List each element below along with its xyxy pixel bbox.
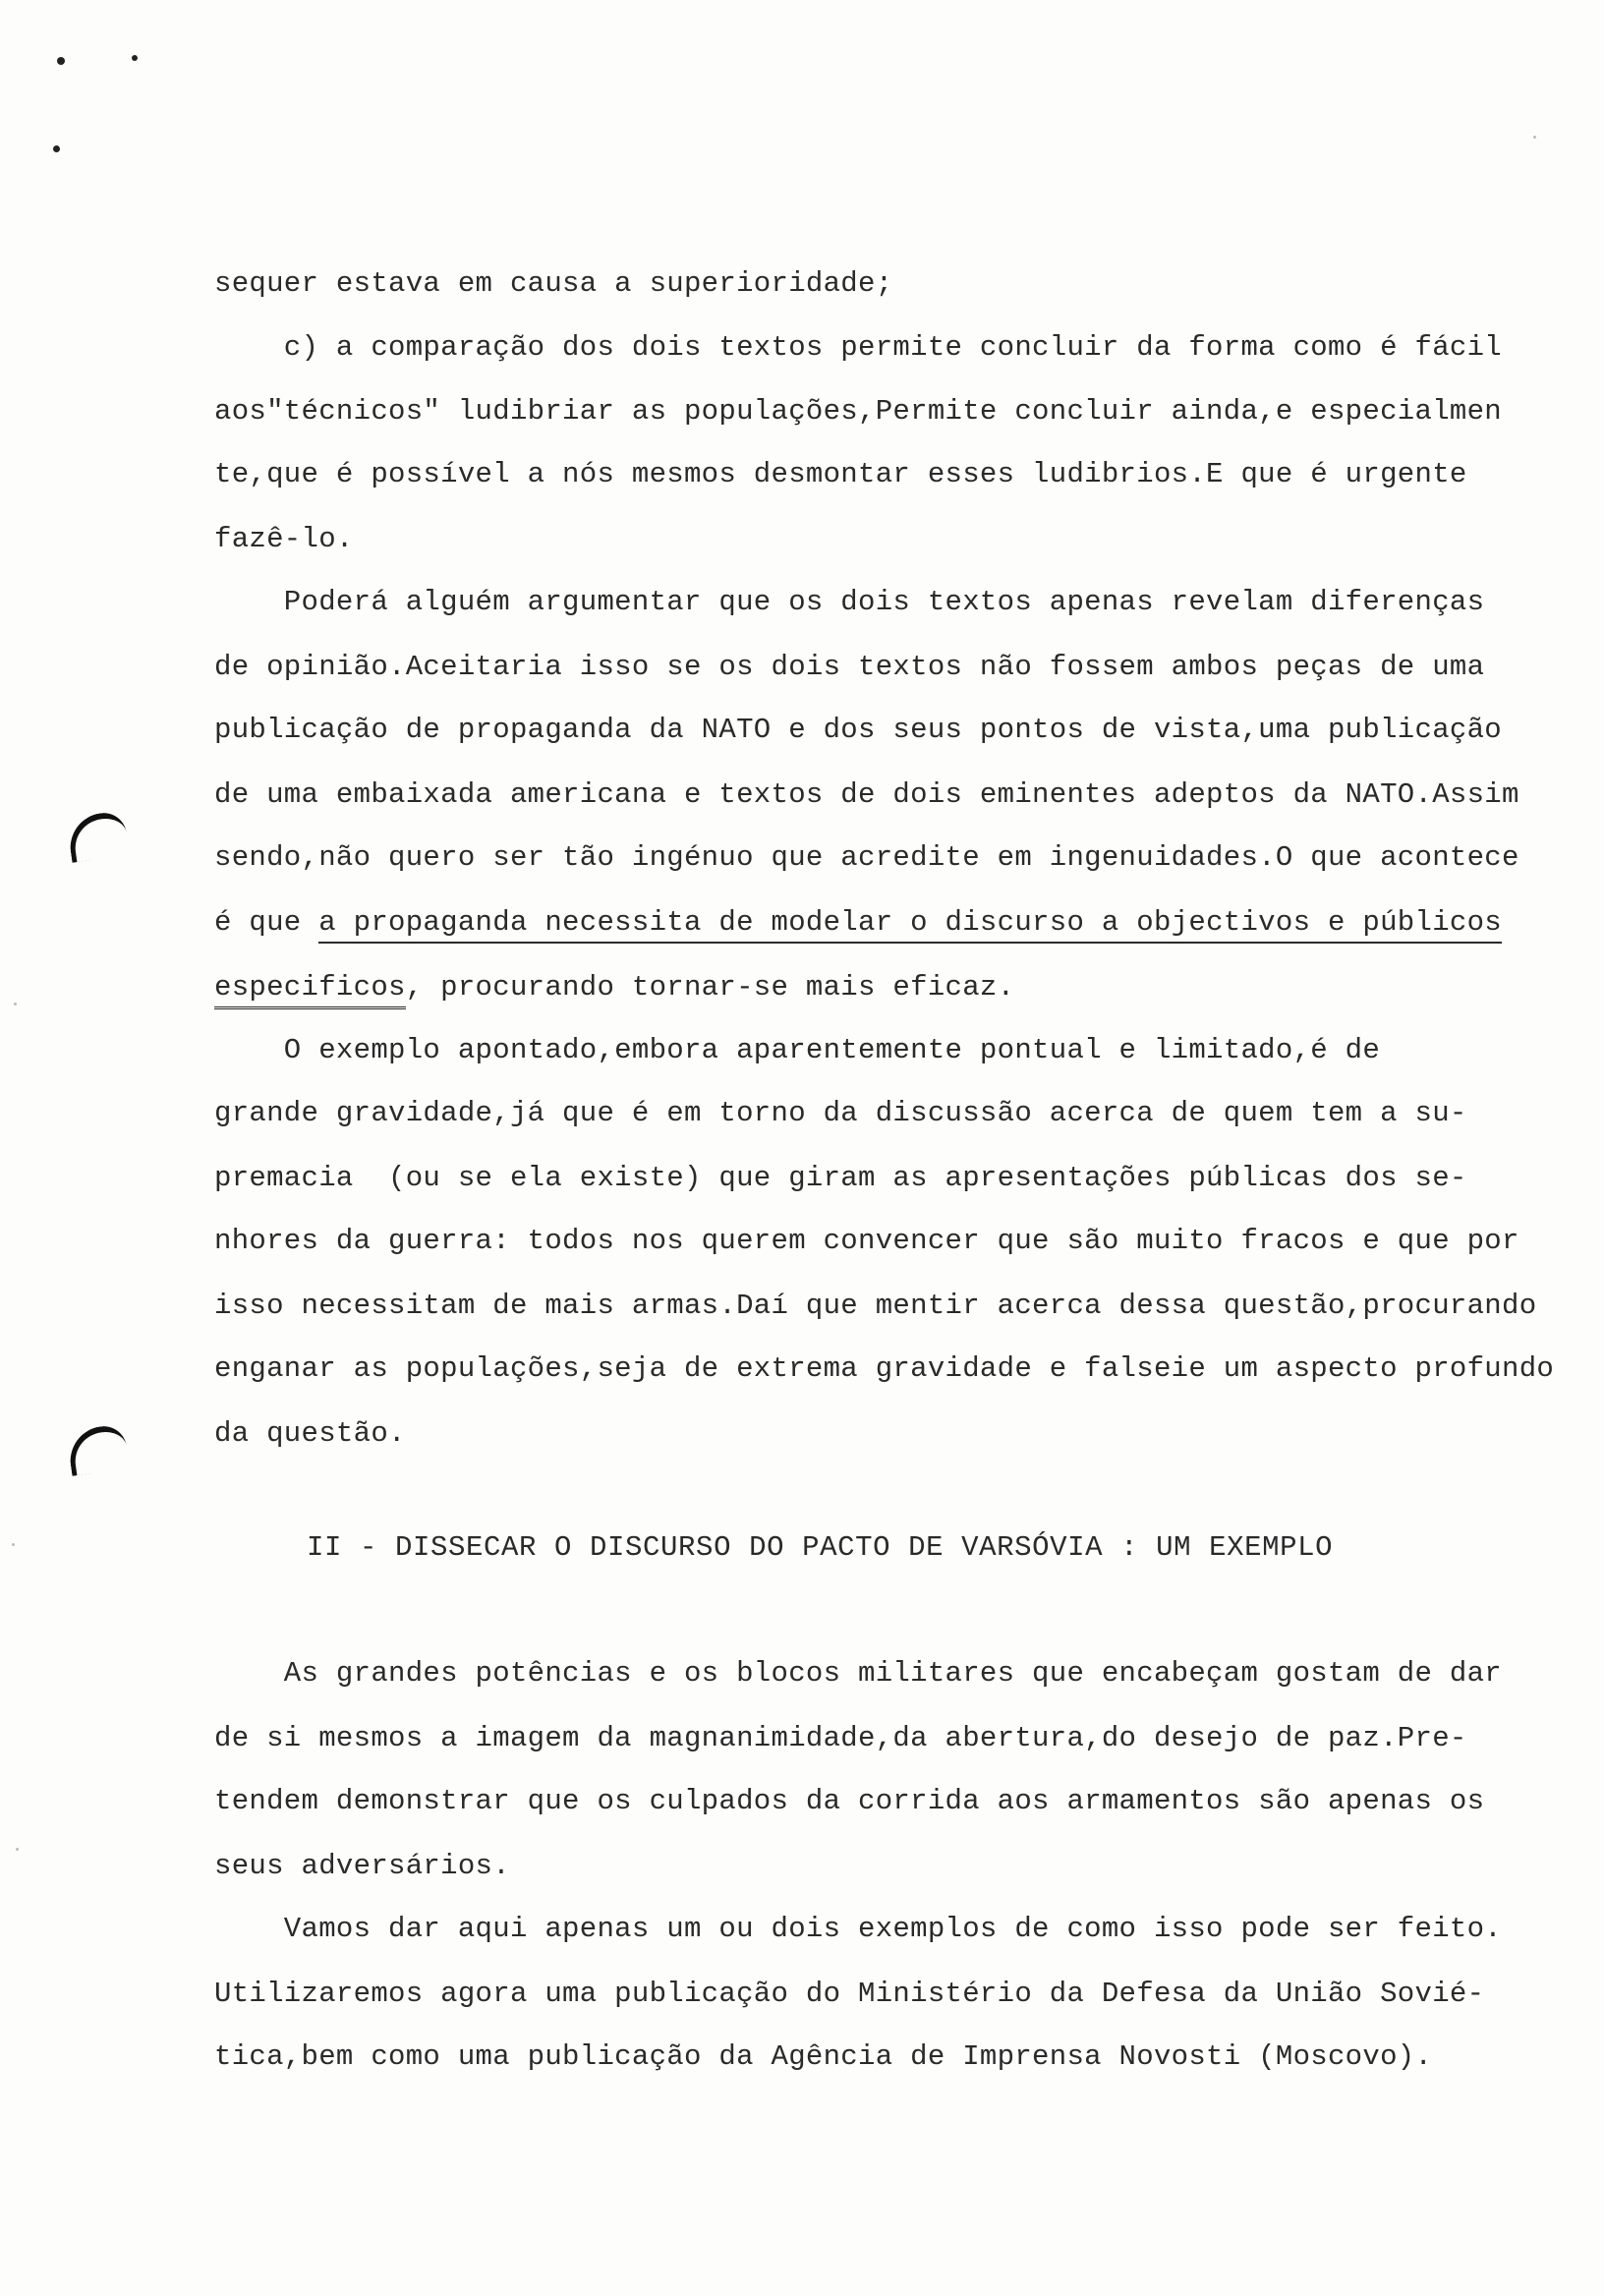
text-line: Poderá alguém argumentar que os dois textos apenas revelam diferenças (214, 586, 1485, 618)
text-line: grande gravidade,já que é em torno da discussão acerca de quem tem a su- (214, 1097, 1467, 1129)
underlined-passage: especificos (214, 971, 406, 1009)
text-line: enganar as populações,seja de extrema gravidade e falseie um aspecto profundo (214, 1352, 1555, 1385)
text-line: da questão. (214, 1417, 406, 1450)
text-line: fazê-lo. (214, 523, 354, 555)
text-line: sequer estava em causa a superioridade; (214, 267, 893, 300)
punch-mark (53, 145, 60, 152)
text-line: de uma embaixada americana e textos de dois eminentes adeptos da NATO.Assim (214, 778, 1519, 811)
text-line: isso necessitam de mais armas.Daí que mentir acerca dessa questão,procurando (214, 1290, 1537, 1322)
punch-mark (132, 55, 138, 61)
scan-speck (1533, 136, 1536, 139)
text-line (214, 973, 1014, 1002)
text-line: de opinião.Aceitaria isso se os dois textos não fossem ambos peças de uma (214, 651, 1485, 683)
scan-speck (12, 1543, 15, 1546)
text-line: tendem demonstrar que os culpados da corrida aos armamentos são apenas os (214, 1785, 1485, 1817)
binder-ring-mark (66, 1423, 130, 1476)
text-line: de si mesmos a imagem da magnanimidade,da abertura,do desejo de paz.Pre- (214, 1722, 1467, 1754)
line-suffix: , procurando tornar-se mais eficaz. (405, 971, 1015, 1004)
text-line: c) a comparação dos dois textos permite concluir da forma como é fácil (214, 331, 1503, 364)
text-line: te,que é possível a nós mesmos desmontar esses ludibrios.E que é urgente (214, 458, 1467, 490)
text-line: premacia (ou se ela existe) que giram as apresentações públicas dos se- (214, 1162, 1467, 1194)
text-line: nhores da guerra: todos nos querem convencer que são muito fracos e que por (214, 1225, 1519, 1257)
text-line: sendo,não quero ser tão ingénuo que acredite em ingenuidades.O que acontece (214, 841, 1519, 874)
underlined-passage: a propaganda necessita de modelar o discurso a objectivos e públicos (318, 906, 1502, 944)
text-line: publicação de propaganda da NATO e dos seus pontos de vista,uma publicação (214, 714, 1503, 746)
text-line: seus adversários. (214, 1850, 510, 1882)
text-line: As grandes potências e os blocos militares que encabeçam gostam de dar (214, 1657, 1503, 1690)
section-heading: II - DISSECAR O DISCURSO DO PACTO DE VARSÓVIA : UM EXEMPLO (307, 1531, 1334, 1564)
text-line: Vamos dar aqui apenas um ou dois exemplos de como isso pode ser feito. (214, 1913, 1503, 1945)
line-prefix: é que (214, 906, 319, 939)
scan-speck (16, 1848, 19, 1851)
text-line: tica,bem como uma publicação da Agência de Imprensa Novosti (Moscovo). (214, 2040, 1433, 2073)
punch-mark (57, 57, 65, 65)
scan-speck (14, 1003, 17, 1005)
text-line: aos"técnicos" ludibriar as populações,Permite concluir ainda,e especialmen (214, 395, 1503, 428)
text-line (214, 908, 1502, 937)
binder-ring-mark (66, 810, 130, 863)
text-line: O exemplo apontado,embora aparentemente pontual e limitado,é de (214, 1034, 1381, 1066)
text-line: Utilizaremos agora uma publicação do Ministério da Defesa da União Sovié- (214, 1978, 1485, 2010)
